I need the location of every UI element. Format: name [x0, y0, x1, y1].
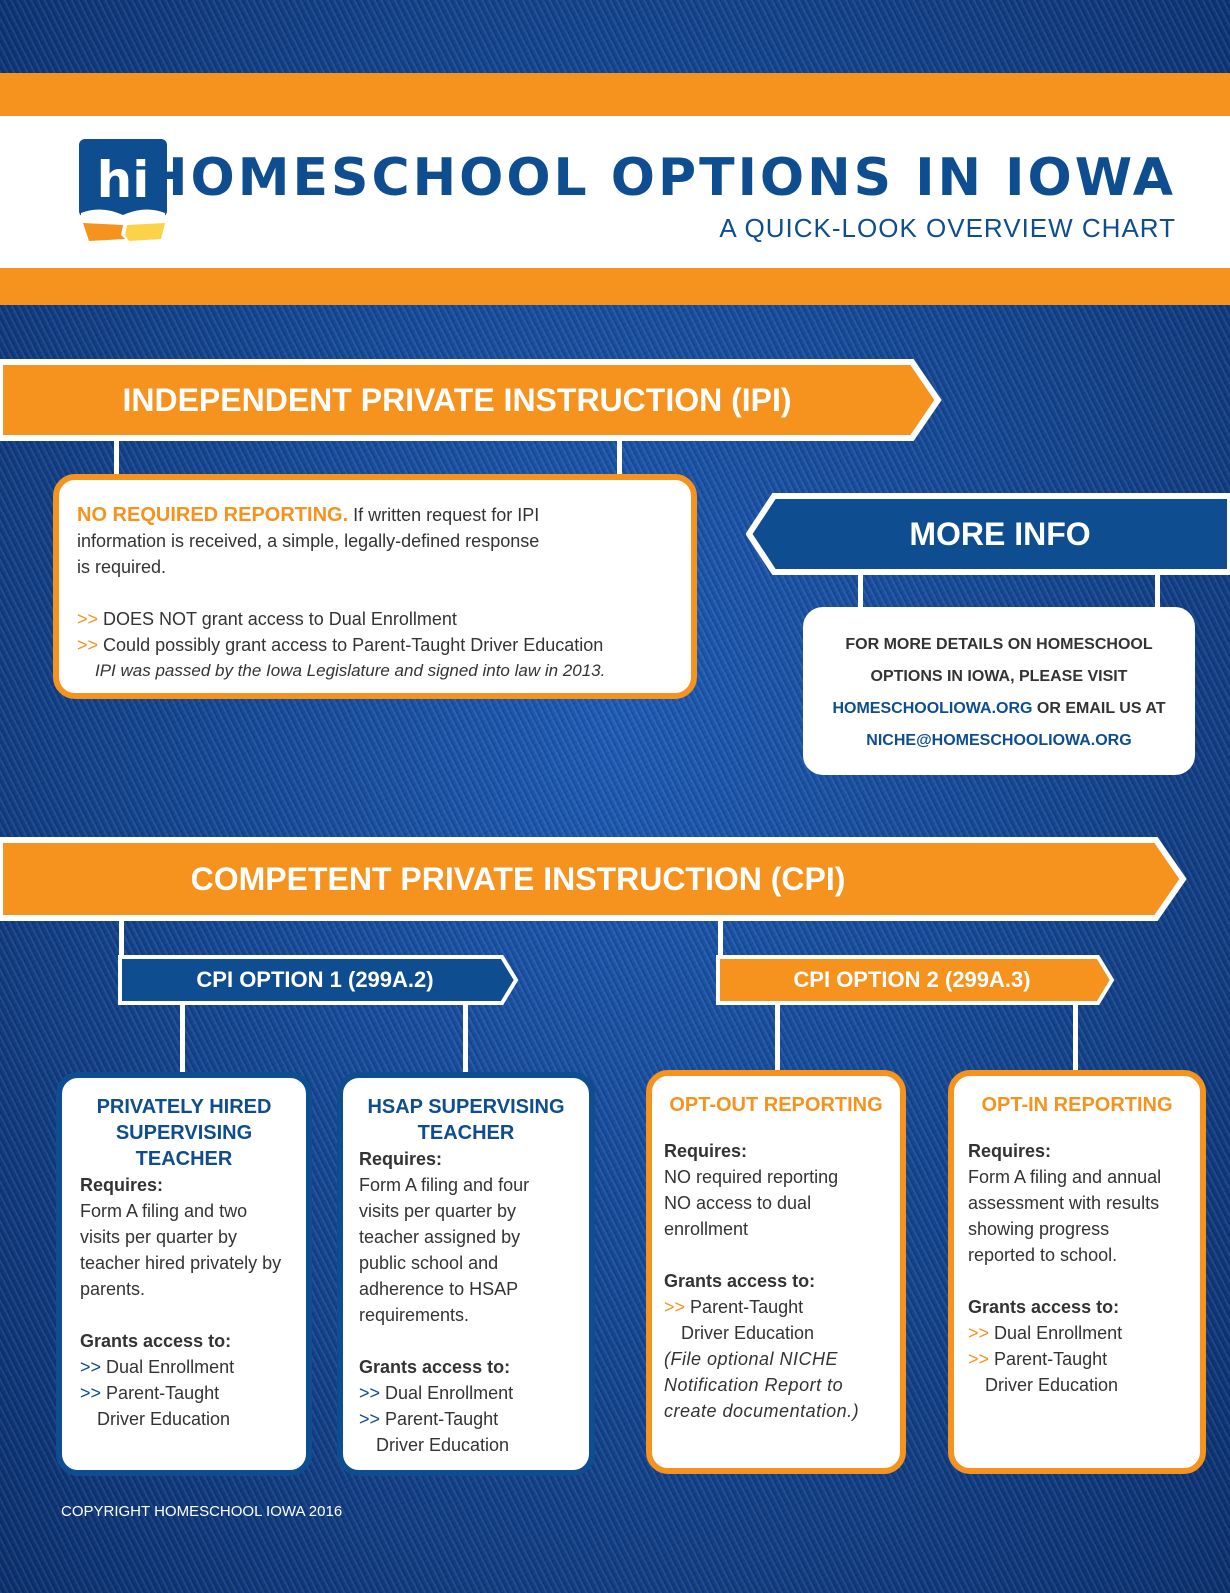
requires-line: reported to school.	[968, 1245, 1118, 1265]
requires-line: NO access to dual	[664, 1193, 812, 1213]
ipi-banner	[0, 359, 944, 441]
requires-line: enrollment	[664, 1219, 749, 1239]
more-info-line: OR EMAIL US AT	[1036, 700, 1166, 717]
header-bottom-band	[0, 268, 1230, 305]
connector	[1073, 1005, 1078, 1073]
box-title: OPT-IN REPORTING	[981, 1094, 1173, 1116]
requires-line: showing progress	[968, 1219, 1110, 1239]
requires-line: teacher assigned by	[359, 1227, 521, 1247]
requires-line: assessment with results	[968, 1193, 1160, 1213]
grant-item: Driver Education	[985, 1375, 1119, 1395]
cpi-banner	[0, 837, 1188, 921]
more-info-line: FOR MORE DETAILS ON HOMESCHOOL	[845, 636, 1153, 653]
grant-item: Driver Education	[97, 1409, 231, 1429]
more-info-banner	[746, 493, 1230, 575]
note-line: Notification Report to	[664, 1375, 844, 1395]
requires-line: visits per quarter by	[359, 1201, 517, 1221]
box-title: OPT-OUT REPORTING	[669, 1094, 883, 1116]
connector	[858, 575, 863, 607]
bullet-marker: >>	[664, 1297, 686, 1317]
bullet-marker: >>	[80, 1383, 102, 1403]
page-subtitle: A QUICK-LOOK OVERVIEW CHART	[719, 213, 1176, 243]
requires-label: Requires:	[359, 1149, 443, 1169]
cpi-option-1-label: CPI OPTION 1 (299A.2)	[196, 967, 434, 992]
ipi-info-box	[53, 474, 697, 699]
requires-line: Form A filing and four	[359, 1175, 530, 1195]
box-title: SUPERVISING	[115, 1122, 253, 1144]
email-link[interactable]: NICHE@HOMESCHOOLIOWA.ORG	[866, 732, 1132, 749]
requires-line: adherence to HSAP	[359, 1279, 519, 1299]
grant-item: Parent-Taught	[385, 1409, 499, 1429]
bullet-marker: >>	[359, 1409, 381, 1429]
opt-in-reporting-box	[948, 1070, 1206, 1474]
page-title: HOMESCHOOL OPTIONS IN IOWA	[144, 148, 1176, 208]
cpi-option-2-banner	[716, 955, 1116, 1005]
requires-line: Form A filing and annual	[968, 1167, 1162, 1187]
box-title: HSAP SUPERVISING	[367, 1096, 565, 1118]
cpi-option-2-label: CPI OPTION 2 (299A.3)	[793, 967, 1031, 992]
grants-label: Grants access to:	[80, 1331, 232, 1351]
ipi-banner-label: INDEPENDENT PRIVATE INSTRUCTION (IPI)	[122, 381, 792, 418]
requires-line: visits per quarter by	[80, 1227, 238, 1247]
bullet-marker: >>	[968, 1323, 990, 1343]
box-title: TEACHER	[417, 1122, 515, 1144]
ipi-desc-line: information is received, a simple, legally-defined response	[77, 531, 540, 551]
bullet-marker: >>	[80, 1357, 102, 1377]
cpi-option-1-banner	[118, 955, 520, 1005]
copyright: COPYRIGHT HOMESCHOOL IOWA 2016	[61, 1503, 343, 1520]
ipi-desc-line: If written request for IPI	[353, 505, 540, 525]
requires-line: public school and	[359, 1253, 499, 1273]
logo-text: hi	[96, 151, 150, 209]
bullet-marker: >>	[359, 1383, 381, 1403]
more-info-banner-label: MORE INFO	[909, 515, 1091, 552]
connector	[180, 1005, 185, 1073]
ipi-bullet: Could possibly grant access to Parent-Taught Driver Education	[103, 635, 604, 655]
requires-line: Form A filing and two	[80, 1201, 248, 1221]
requires-line: teacher hired privately by	[80, 1253, 282, 1273]
ipi-note: IPI was passed by the Iowa Legislature and signed into law in 2013.	[95, 661, 606, 680]
requires-line: NO required reporting	[664, 1167, 839, 1187]
more-info-box	[803, 607, 1195, 775]
bullet-marker: >>	[77, 609, 99, 629]
requires-line: requirements.	[359, 1305, 470, 1325]
grant-item: Parent-Taught	[690, 1297, 804, 1317]
grants-label: Grants access to:	[968, 1297, 1120, 1317]
box-title: PRIVATELY HIRED	[96, 1096, 272, 1118]
ipi-bullet: DOES NOT grant access to Dual Enrollment	[103, 609, 457, 629]
requires-label: Requires:	[968, 1141, 1052, 1161]
requires-label: Requires:	[80, 1175, 164, 1195]
privately-hired-teacher-box	[56, 1072, 312, 1476]
grants-label: Grants access to:	[664, 1271, 816, 1291]
connector	[114, 441, 119, 477]
connector	[718, 921, 723, 958]
requires-label: Requires:	[664, 1141, 748, 1161]
bullet-marker: >>	[77, 635, 99, 655]
connector	[617, 441, 622, 477]
requires-line: parents.	[80, 1279, 146, 1299]
grant-item: Parent-Taught	[994, 1349, 1108, 1369]
grant-item: Driver Education	[681, 1323, 815, 1343]
grant-item: Dual Enrollment	[385, 1383, 514, 1403]
note-line: (File optional NICHE	[664, 1349, 839, 1369]
header-top-band	[0, 73, 1230, 116]
ipi-desc-line: is required.	[77, 557, 167, 577]
box-title: TEACHER	[135, 1148, 233, 1170]
ipi-lead: NO REQUIRED REPORTING.	[77, 504, 349, 526]
more-info-line: OPTIONS IN IOWA, PLEASE VISIT	[870, 668, 1128, 685]
connector	[119, 921, 124, 958]
grants-label: Grants access to:	[359, 1357, 511, 1377]
grant-item: Dual Enrollment	[106, 1357, 235, 1377]
website-link[interactable]: HOMESCHOOLIOWA.ORG	[832, 700, 1033, 717]
connector	[1155, 575, 1160, 607]
note-line: create documentation.)	[664, 1401, 860, 1421]
bullet-marker: >>	[968, 1349, 990, 1369]
grant-item: Dual Enrollment	[994, 1323, 1123, 1343]
grant-item: Driver Education	[376, 1435, 510, 1455]
grant-item: Parent-Taught	[106, 1383, 220, 1403]
connector	[463, 1005, 468, 1073]
cpi-banner-label: COMPETENT PRIVATE INSTRUCTION (CPI)	[190, 860, 846, 897]
opt-out-reporting-box	[646, 1070, 906, 1474]
connector	[775, 1005, 780, 1073]
hsap-teacher-box	[337, 1072, 595, 1476]
